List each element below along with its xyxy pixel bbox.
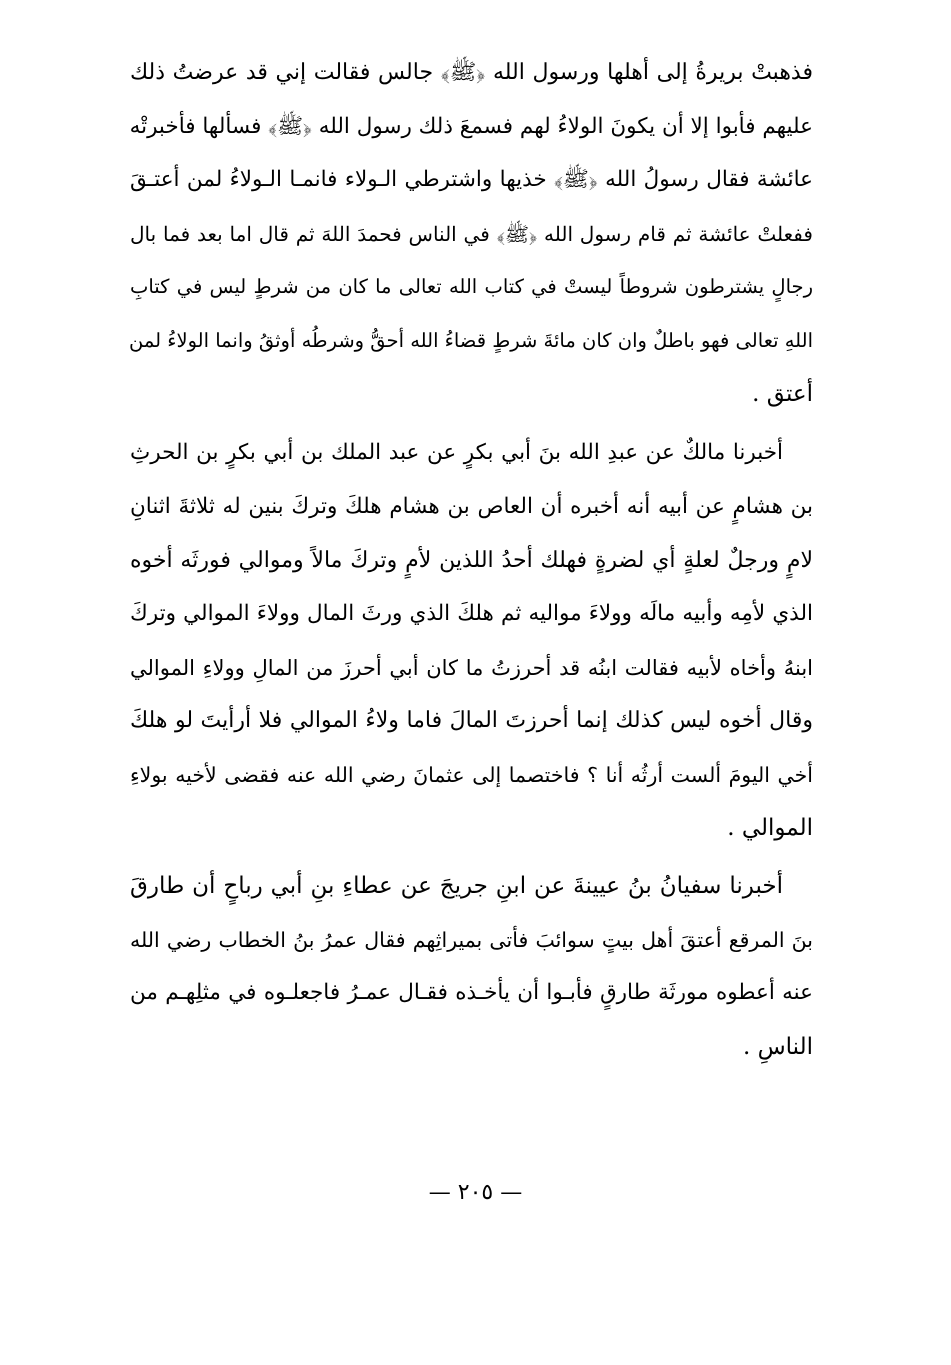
text-line-last: الناسِ . [742,1034,813,1060]
text-line: وقال أخوه ليس كذلك إنما أحرزتَ المالَ فاما ولاءُ الموالي فلا أرأيتَ لو هلكَ [130,708,813,733]
text-line: رجالٍ يشترطون شروطاً ليستْ في كتاب الله تعالى ما كان من شرطٍ ليس في كتابِ [130,275,813,298]
text-line: عنه أعطوه مورثَة طارقٍ فأبـوا أن يأخـذه فقـال عمـرُ فاجعلـوه في مثلِهـم من [130,980,813,1005]
paragraph-first-line: أخبرنا سفيانُ بنُ عيينةَ عن ابنِ جريجَ عن عطاءِ بنِ أبي رباحٍ أن طارقَ [130,873,783,899]
page-number: — ٢٠٥ — [428,1180,523,1205]
text-line: ابنهُ وأخاه لأبيه فقالت ابنُه قد أحرزتُ ما كان أبي أحرزَ من المالِ وولاءِ الموالي [130,656,813,680]
text-line: عائشة فقال رسولُ الله ﴿ﷺ﴾ خذيها واشترطي الـولاء فانمـا الـولاءُ لمن أعتـقَ [130,167,813,192]
text-line: بنَ المرقع أعتقَ أهل بيتٍ سوائبَ فأتى بميراثِهم فقال عمرُ بنُ الخطاب رضي الله [130,928,813,952]
text-line-last: الموالي . [727,815,813,841]
paragraph-first-line: أخبرنا مالكٌ عن عبدِ الله بنَ أبي بكرٍ عن عبد الملك بن أبي بكرٍ بن الحرثِ [130,440,783,465]
text-line: عليهم فأبوا إلا أن يكونَ الولاءُ لهم فسمعَ ذلك رسول الله ﴿ﷺ﴾ فسألها فأخبرتْه [129,114,813,139]
text-line: اللهِ تعالى فهو باطلٌ وان كان مائةَ شرطٍ قضاءُ الله أحقُّ وشرطُه أوثقُ وانما الولاءُ لمن [129,329,813,352]
text-line: لامٍ ورجلٌ لعلةٍ أي لضرةٍ فهلك أحدُ اللذين لأمٍ وتركَ مالاً وموالي فورثَه أخوه [130,548,813,573]
text-line: بن هشامٍ عن أبيه أنه أخبره أن العاص بن هشام هلكَ وتركَ بنين له ثلاثةَ اثنانِ [130,494,813,519]
text-line-last: أعتق . [752,381,813,407]
text-line: الذي لأمِه وأبيه مالَه وولاءَ مواليه ثم هلكَ الذي ورثَ المال وولاءَ الموالي وتركَ [130,601,813,626]
text-line: ففعلتْ عائشة ثم قام رسول الله ﴿ﷺ﴾ في الناس فحمدَ اللهَ ثم قال اما بعد فما بال [130,222,813,246]
text-line: أخي اليومَ ألست أرثُه أنا ؟ فاختصما إلى عثمانَ رضي الله عنه فقضى لأخيه بولاءِ [130,763,813,787]
text-line: فذهبتْ بريرةُ إلى أهلها ورسول الله ﴿ﷺ﴾ جالس فقالت إني قد عرضتُ ذلك [130,60,813,85]
